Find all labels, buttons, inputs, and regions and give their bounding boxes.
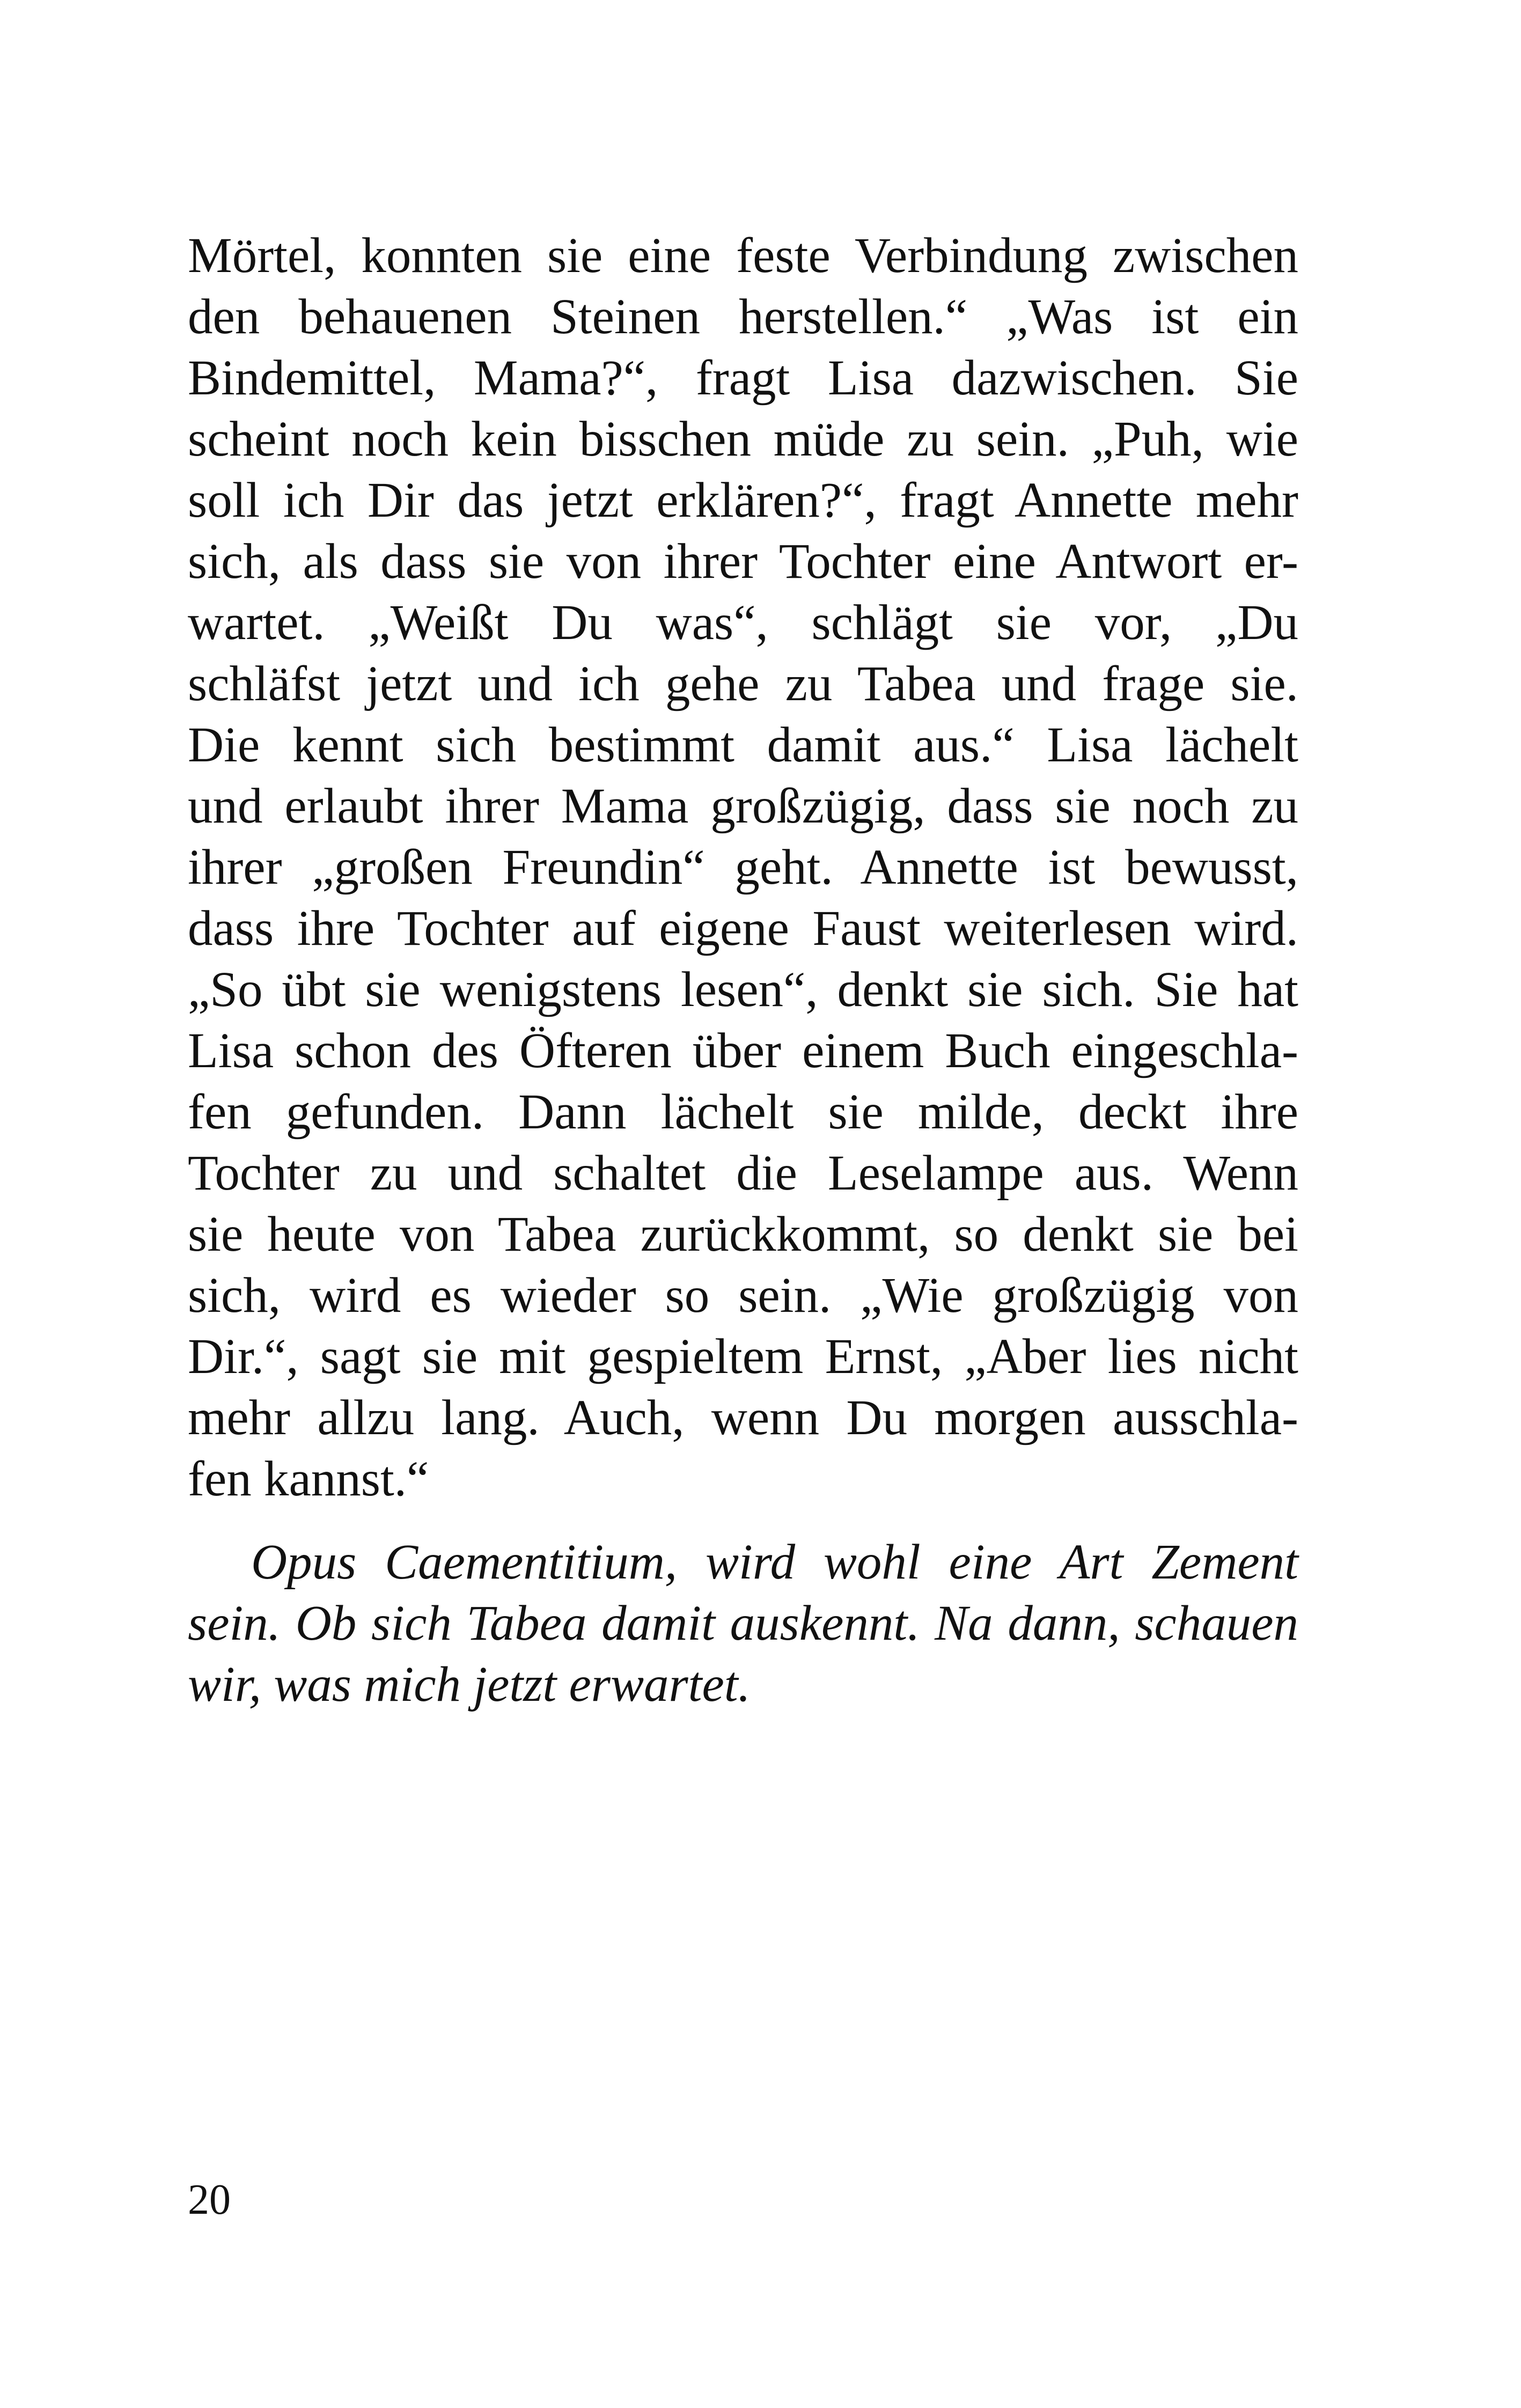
body-line: mehr allzu lang. Auch, wenn Du morgen ausschla- (188, 1390, 1298, 1445)
body-line: soll ich Dir das jetzt erklären?“, fragt Annette mehr (188, 473, 1298, 528)
body-line: „So übt sie wenigstens lesen“, denkt sie sich. Sie hat (188, 962, 1298, 1017)
body-line: Tochter zu und schaltet die Leselampe aus. Wenn (188, 1146, 1298, 1201)
body-line: Mörtel, konnten sie eine feste Verbindung zwischen (188, 228, 1298, 283)
italic-line: sein. Ob sich Tabea damit auskennt. Na dann, schauen (188, 1596, 1298, 1651)
body-line: fen gefunden. Dann lächelt sie milde, deckt ihre (188, 1084, 1298, 1140)
body-line: Die kennt sich bestimmt damit aus.“ Lisa lächelt (188, 717, 1298, 773)
body-line: ihrer „großen Freundin“ geht. Annette ist bewusst, (188, 840, 1298, 895)
body-line: sich, wird es wieder so sein. „Wie großzügig von (188, 1268, 1298, 1323)
body-line: schläfst jetzt und ich gehe zu Tabea und frage sie. (188, 656, 1298, 711)
body-line: sich, als dass sie von ihrer Tochter eine Antwort er- (188, 534, 1298, 589)
body-line: und erlaubt ihrer Mama großzügig, dass sie noch zu (188, 779, 1298, 834)
body-line: wartet. „Weißt Du was“, schlägt sie vor, „Du (188, 595, 1298, 650)
body-line: scheint noch kein bisschen müde zu sein. „Puh, wie (188, 412, 1298, 467)
body-line: Bindemittel, Mama?“, fragt Lisa dazwischen. Sie (188, 350, 1298, 406)
page-number: 20 (188, 2176, 231, 2223)
body-line: sie heute von Tabea zurückkommt, so denkt sie bei (188, 1207, 1298, 1262)
body-line: den behauenen Steinen herstellen.“ „Was ist ein (188, 289, 1298, 344)
italic-line: wir, was mich jetzt erwartet. (188, 1657, 751, 1712)
body-line: Lisa schon des Öfteren über einem Buch eingeschla- (188, 1023, 1298, 1078)
italic-paragraph (188, 1532, 1298, 1715)
italic-line: Opus Caementitium, wird wohl eine Art Zement (251, 1535, 1298, 1590)
body-paragraph (188, 225, 1298, 1510)
body-line: dass ihre Tochter auf eigene Faust weiterlesen wird. (188, 901, 1298, 956)
body-line: Dir.“, sagt sie mit gespieltem Ernst, „Aber lies nicht (188, 1329, 1298, 1384)
body-line: fen kannst.“ (188, 1451, 429, 1507)
